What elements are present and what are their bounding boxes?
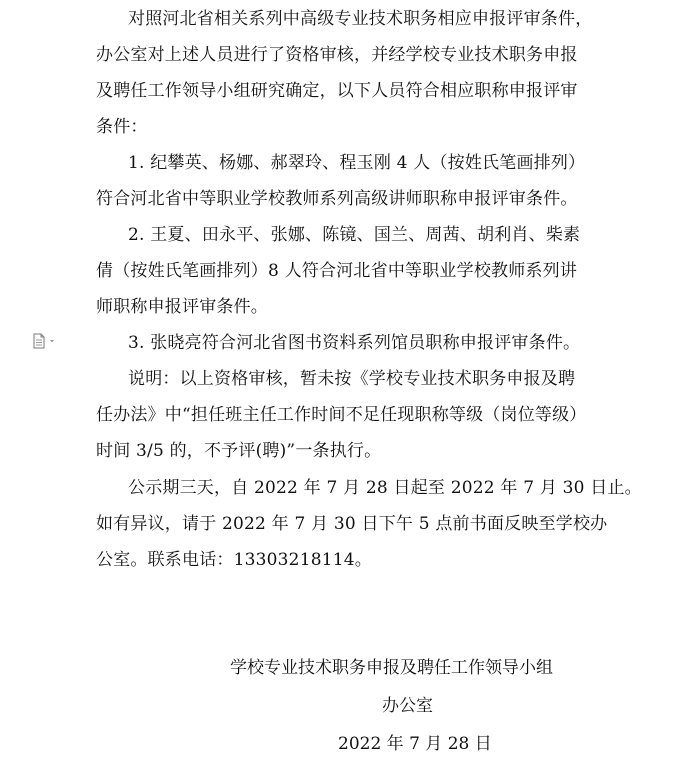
item-2-line-1: 2. 王夏、田永平、张娜、陈镜、国兰、周茜、胡利肖、柴素 [128,225,581,245]
intro-line-3: 及聘任工作领导小组研究确定，以下人员符合相应职称申报评审 [96,81,578,101]
note-line-1: 说明：以上资格审核，暂未按《学校专业技术职务申报及聘 [128,369,576,389]
intro-line-2: 办公室对上述人员进行了资格审核，并经学校专业技术职务申报 [96,45,578,65]
note-line-2: 任办法》中“担任班主任工作时间不足任现职称等级（岗位等级） [96,405,587,425]
notice-line-2: 如有异议，请于 2022 年 7 月 30 日下午 5 点前书面反映至学校办 [96,514,608,534]
item-3-line-1: 3. 张晓亮符合河北省图书资料系列馆员职称申报评审条件。 [128,333,581,353]
document-icon[interactable] [32,333,60,349]
signature-date: 2022 年 7 月 28 日 [338,734,492,754]
intro-line-4: 条件： [96,117,148,137]
intro-line-1: 对照河北省相关系列中高级专业技术职务相应申报评审条件， [128,9,593,29]
notice-line-3: 公室。联系电话：13303218114。 [96,550,372,570]
item-2-line-3: 师职称申报评审条件。 [96,297,268,317]
notice-line-1: 公示期三天，自 2022 年 7 月 28 日起至 2022 年 7 月 30 日止。 [128,478,642,498]
item-1-line-2: 符合河北省中等职业学校教师系列高级讲师职称申报评审条件。 [96,189,578,209]
item-2-line-2: 倩（按姓氏笔画排列）8 人符合河北省中等职业学校教师系列讲 [96,261,578,281]
note-line-3: 时间 3/5 的，不予评(聘)”一条执行。 [96,441,382,461]
signature-org: 学校专业技术职务申报及聘任工作领导小组 [230,658,553,678]
signature-dept: 办公室 [382,696,433,716]
item-1-line-1: 1. 纪攀英、杨娜、郝翠玲、程玉刚 4 人（按姓氏笔画排列） [128,153,586,173]
